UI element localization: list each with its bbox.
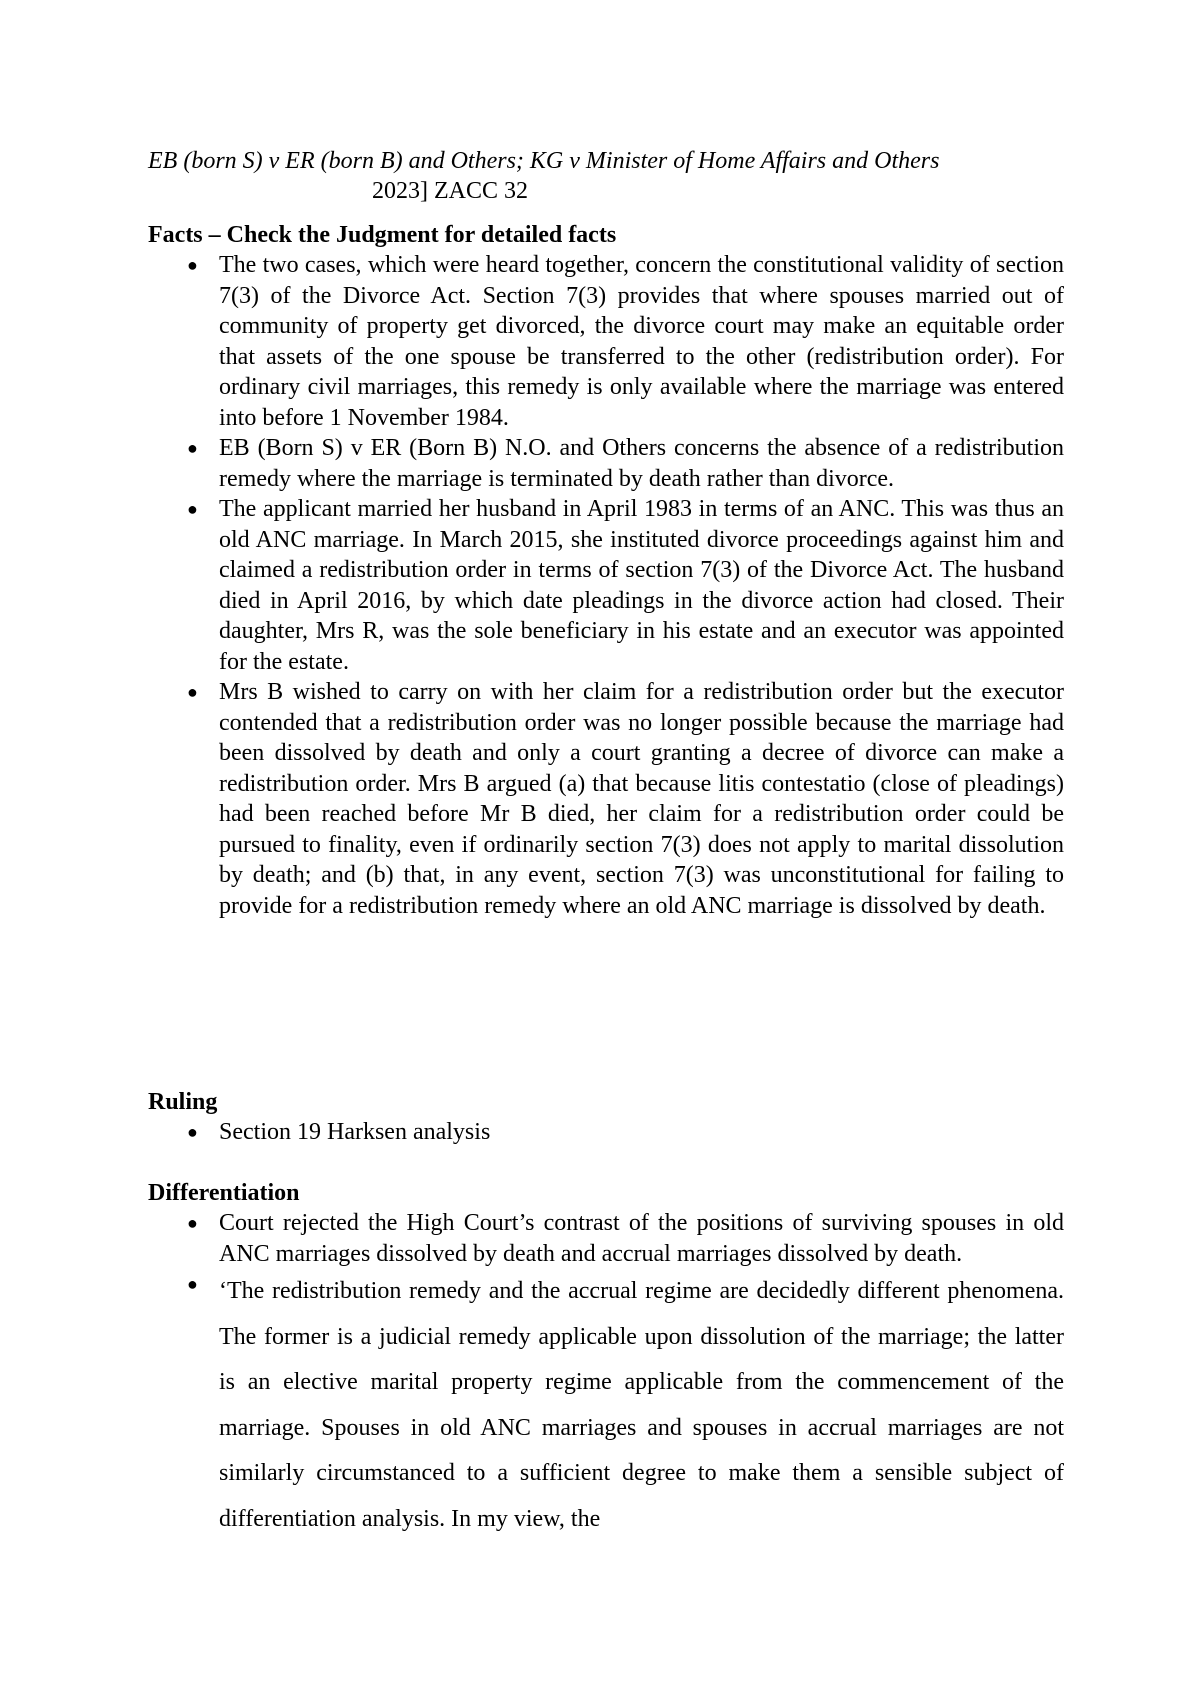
list-item (148, 1208, 1064, 1269)
facts-section (148, 220, 1064, 921)
bullet-icon: ● (187, 499, 198, 519)
case-citation: 2023] ZACC 32 (372, 178, 528, 204)
bullet-icon: ● (187, 1122, 198, 1142)
ruling-list (148, 1117, 1064, 1148)
list-item-text: Section 19 Harksen analysis (219, 1119, 491, 1145)
bullet-icon: ● (187, 682, 198, 702)
list-item-text: EB (Born S) v ER (Born B) N.O. and Others concerns the absence of a redistribution remedy where the marriage is terminated by death rather than divorce. (219, 435, 1064, 492)
differentiation-section (148, 1178, 1064, 1542)
list-item (148, 1117, 1064, 1148)
list-item-text: Mrs B wished to carry on with her claim for a redistribution order but the executor contended that a redistribution order was no longer possible because the marriage had been dissolved by death and only a court granting a decree of divorce can make a redistribution order. Mrs B argued (a) that because litis contestatio (close of pleadings) had been reached before Mr B died, her claim for a redistribution order could be pursued to finality, even if ordinarily section 7(3) does not apply to marital dissolution by death; and (b) that, in any event, section 7(3) was unconstitutional for failing to provide for a redistribution remedy where an old ANC marriage is dissolved by death. (219, 679, 1064, 919)
list-item (148, 494, 1064, 677)
ruling-section (148, 1087, 1064, 1148)
differentiation-list (148, 1208, 1064, 1542)
facts-heading: Facts – Check the Judgment for detailed facts (148, 222, 617, 248)
list-item (148, 250, 1064, 433)
list-item (148, 433, 1064, 494)
list-item-text: Court rejected the High Court’s contrast of the positions of surviving spouses in old ANC marriages dissolved by death and accrual marriages dissolved by death. (219, 1210, 1064, 1267)
differentiation-heading: Differentiation (148, 1180, 300, 1206)
case-title: EB (born S) v ER (born B) and Others; KG v Minister of Home Affairs and Others (148, 148, 940, 174)
list-item-text: The applicant married her husband in April 1983 in terms of an ANC. This was thus an old ANC marriage. In March 2015, she instituted divorce proceedings against him and claimed a redistribution order in terms of section 7(3) of the Divorce Act. The husband died in April 2016, by which date pleadings in the divorce action had closed. Their daughter, Mrs R, was the sole beneficiary in his estate and an executor was appointed for the estate. (219, 496, 1064, 675)
ruling-heading: Ruling (148, 1089, 218, 1115)
bullet-icon: ● (187, 255, 198, 275)
bullet-icon: ● (187, 1274, 198, 1294)
list-item-text: The two cases, which were heard together, concern the constitutional validity of section 7(3) of the Divorce Act. Section 7(3) provides that where spouses married out of community of property get divorced, the divorce court may make an equitable order that assets of the one spouse be transferred to the other (redistribution order). For ordinary civil marriages, this remedy is only available where the marriage was entered into before 1 November 1984. (219, 252, 1064, 431)
list-item (148, 677, 1064, 921)
list-item-text: ‘The redistribution remedy and the accrual regime are decidedly different phenomena. The former is a judicial remedy applicable upon dissolution of the marriage; the latter is an elective marital property regime applicable from the commencement of the marriage. Spouses in old ANC marriages and spouses in accrual marriages are not similarly circumstanced to a sufficient degree to make them a sensible subject of differentiation analysis. In my view, the (219, 1278, 1064, 1532)
bullet-icon: ● (187, 438, 198, 458)
list-item (148, 1269, 1064, 1542)
facts-list (148, 250, 1064, 921)
bullet-icon: ● (187, 1213, 198, 1233)
